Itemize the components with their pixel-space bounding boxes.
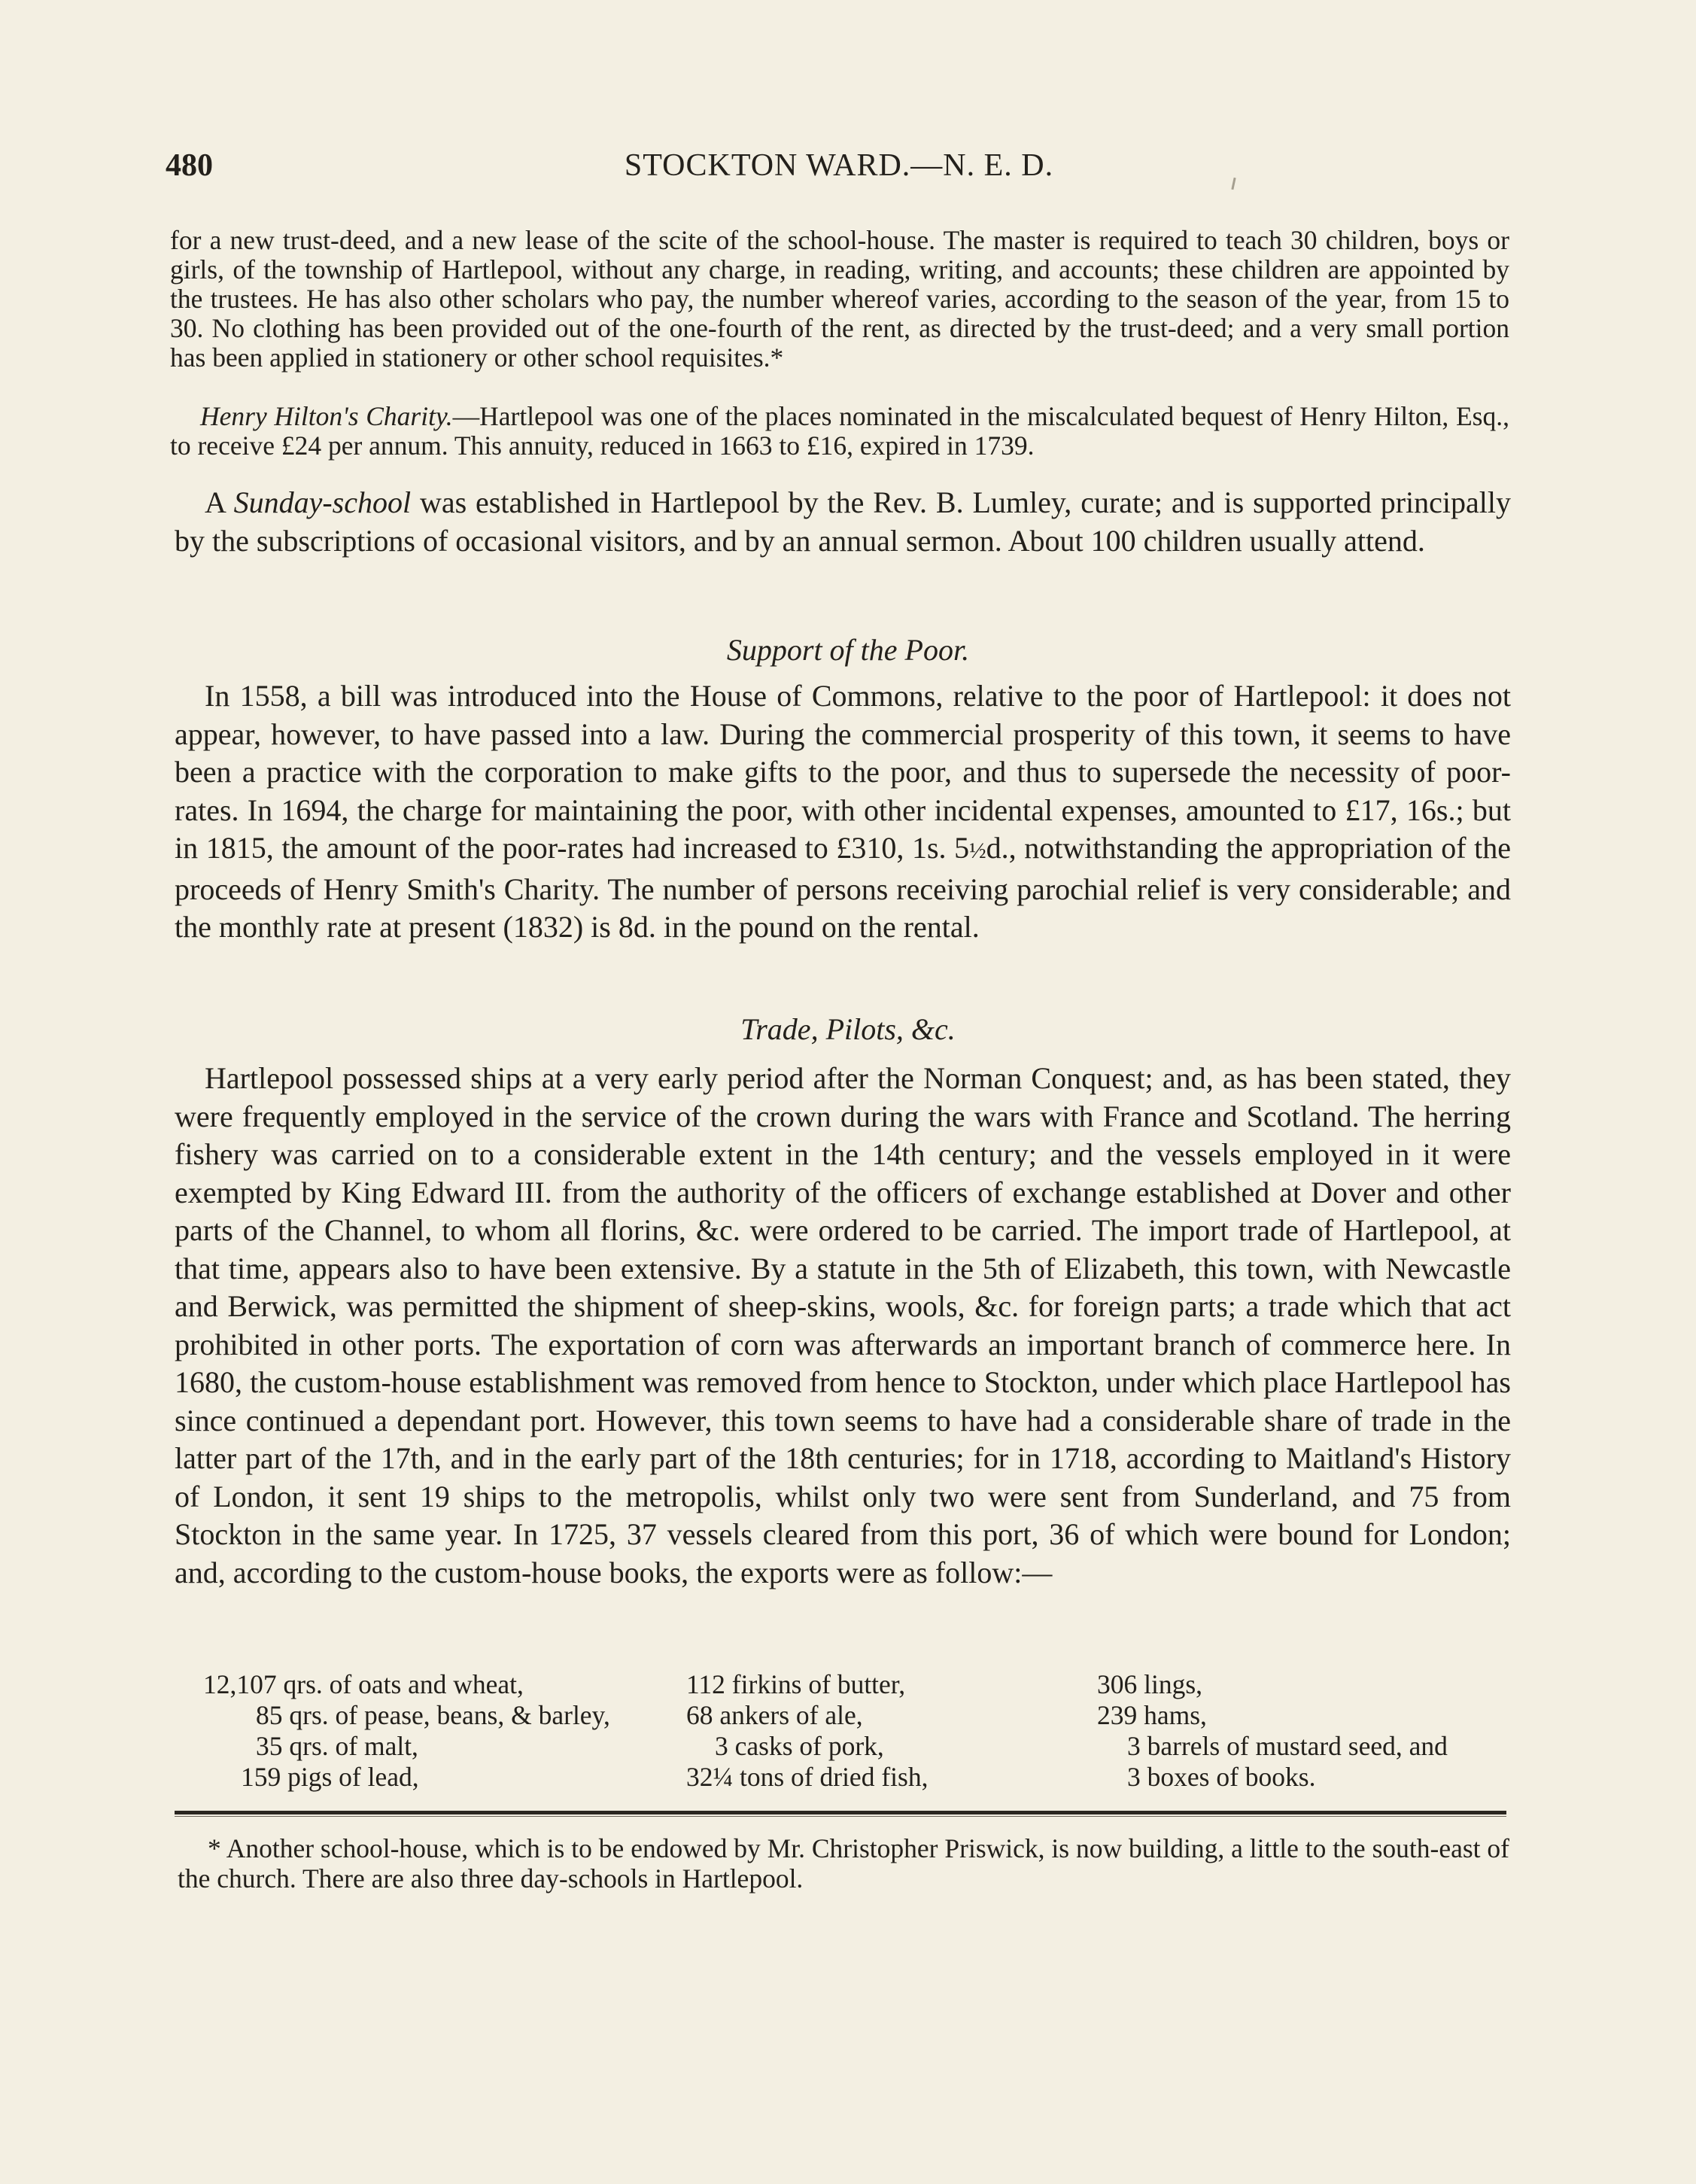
page-number: 480: [166, 148, 213, 183]
section-title-trade: Trade, Pilots, &c.: [740, 1012, 956, 1046]
paragraph-trust-deed: [170, 226, 1509, 373]
paragraph-text: —Hartlepool was one of the places nominated in the miscalculated bequest of Henry Hilton, Esq., to receive £24 per annum. This annuity, reduced in 1663 to £16, expired in 1739.: [170, 401, 1509, 461]
section-title-support-poor: Support of the Poor.: [726, 633, 970, 667]
paragraph-text: d., notwithstanding the appropriation of the proceeds of Henry Smith's Charity. The number of persons receiving parochial relief is very considerable; and the monthly rate at present (1832) is 8d. in the pound on the rental.: [175, 831, 1511, 944]
export-item: 68 ankers of ale,: [686, 1700, 863, 1730]
fraction: ½: [969, 838, 986, 863]
paragraph-italic: Sunday-school: [233, 485, 412, 519]
paragraph-hilton-charity: [170, 402, 1509, 461]
paragraph-text: was established in Hartlepool by the Rev. B. Lumley, curate; and is supported principally by the subscriptions of occasional visitors, and by an annual sermon. About 100 children usually attend.: [175, 485, 1511, 558]
exports-column-3: [1097, 1669, 1518, 1793]
export-item: 306 lings,: [1097, 1669, 1203, 1699]
export-item: 3 boxes of books.: [1127, 1762, 1316, 1792]
footnote-divider: [175, 1811, 1506, 1814]
paragraph-poor-rates: [175, 677, 1511, 947]
paragraph-trade: [175, 1060, 1511, 1592]
footnote-text: * Another school-house, which is to be endowed by Mr. Christopher Priswick, is now building, a little to the south-east of the church. There are also three day-schools in Hartlepool.: [178, 1833, 1509, 1894]
paragraph-lead: A: [205, 485, 234, 519]
page-header: [166, 148, 1512, 193]
paragraph-heading: Henry Hilton's Charity.: [200, 401, 453, 431]
paragraph-sunday-school: [175, 484, 1511, 560]
paragraph-text: for a new trust-deed, and a new lease of the scite of the school-house. The master is required to teach 30 children, boys or girls, of the township of Hartlepool, without any charge, in reading, writing, and accounts; these children are appointed by the trustees. He has also other scholars who pay, the number whereof varies, according to the season of the year, from 15 to 30. No clothing has been provided out of the one-fourth of the rent, as directed by the trust-deed; and a very small portion has been applied in stationery or other school requisites.*: [170, 225, 1509, 373]
export-item: 3 casks of pork,: [715, 1731, 884, 1761]
export-item: 32¼ tons of dried fish,: [686, 1762, 929, 1792]
export-item: 112 firkins of butter,: [686, 1669, 906, 1699]
export-item: 3 barrels of mustard seed, and: [1127, 1731, 1448, 1761]
export-item: 12,107 qrs. of oats and wheat,: [203, 1669, 524, 1699]
paragraph-text: Hartlepool possessed ships at a very early period after the Norman Conquest; and, as has been stated, they were frequently employed in the service of the crown during the wars with France and Scotland. The herring fishery was carried on to a considerable extent in the 14th century; and the vessels employed in it were exempted by King Edward III. from the authority of the officers of exchange established at Dover and other parts of the Channel, to whom all florins, &c. were ordered to be carried. The import trade of Hartlepool, at that time, appears also to have been extensive. By a statute in the 5th of Elizabeth, this town, with Newcastle and Berwick, was permitted the shipment of sheep-skins, wools, &c. for foreign parts; a trade which that act prohibited in other ports. The exportation of corn was afterwards an important branch of commerce here. In 1680, the custom-house establishment was removed from hence to Stockton, under which place Hartlepool has since continued a dependant port. However, this town seems to have had a considerable share of trade in the latter part of the 17th, and in the early part of the 18th centuries; for in 1718, according to Maitland's History of London, it sent 19 ships to the metropolis, whilst only two were sent from Sunderland, and 75 from Stockton in the same year. In 1725, 37 vessels cleared from this port, 36 of which were bound for London; and, according to the custom-house books, the exports were as follow:—: [175, 1061, 1511, 1589]
footnote: [178, 1833, 1509, 1894]
running-head: STOCKTON WARD.—N. E. D.: [624, 148, 1054, 183]
export-item: 35 qrs. of malt,: [256, 1731, 418, 1761]
exports-column-2: [686, 1669, 1108, 1793]
footnote-divider-thin: [175, 1816, 1506, 1817]
export-item: 159 pigs of lead,: [241, 1762, 419, 1792]
exports-column-1: [203, 1669, 685, 1793]
export-item: 85 qrs. of pease, beans, & barley,: [256, 1700, 610, 1730]
export-item: 239 hams,: [1097, 1700, 1207, 1730]
paragraph-text: In 1558, a bill was introduced into the House of Commons, relative to the poor of Hartlepool: it does not appear, however, to have passed into a law. During the commercial prosperity of this town, it seems to have been a practice with the corporation to make gifts to the poor, and thus to supersede the necessity of poor-rates. In 1694, the charge for maintaining the poor, with other incidental expenses, amounted to £17, 16s.; but in 1815, the amount of the poor-rates had increased to £310, 1s. 5: [175, 679, 1511, 865]
